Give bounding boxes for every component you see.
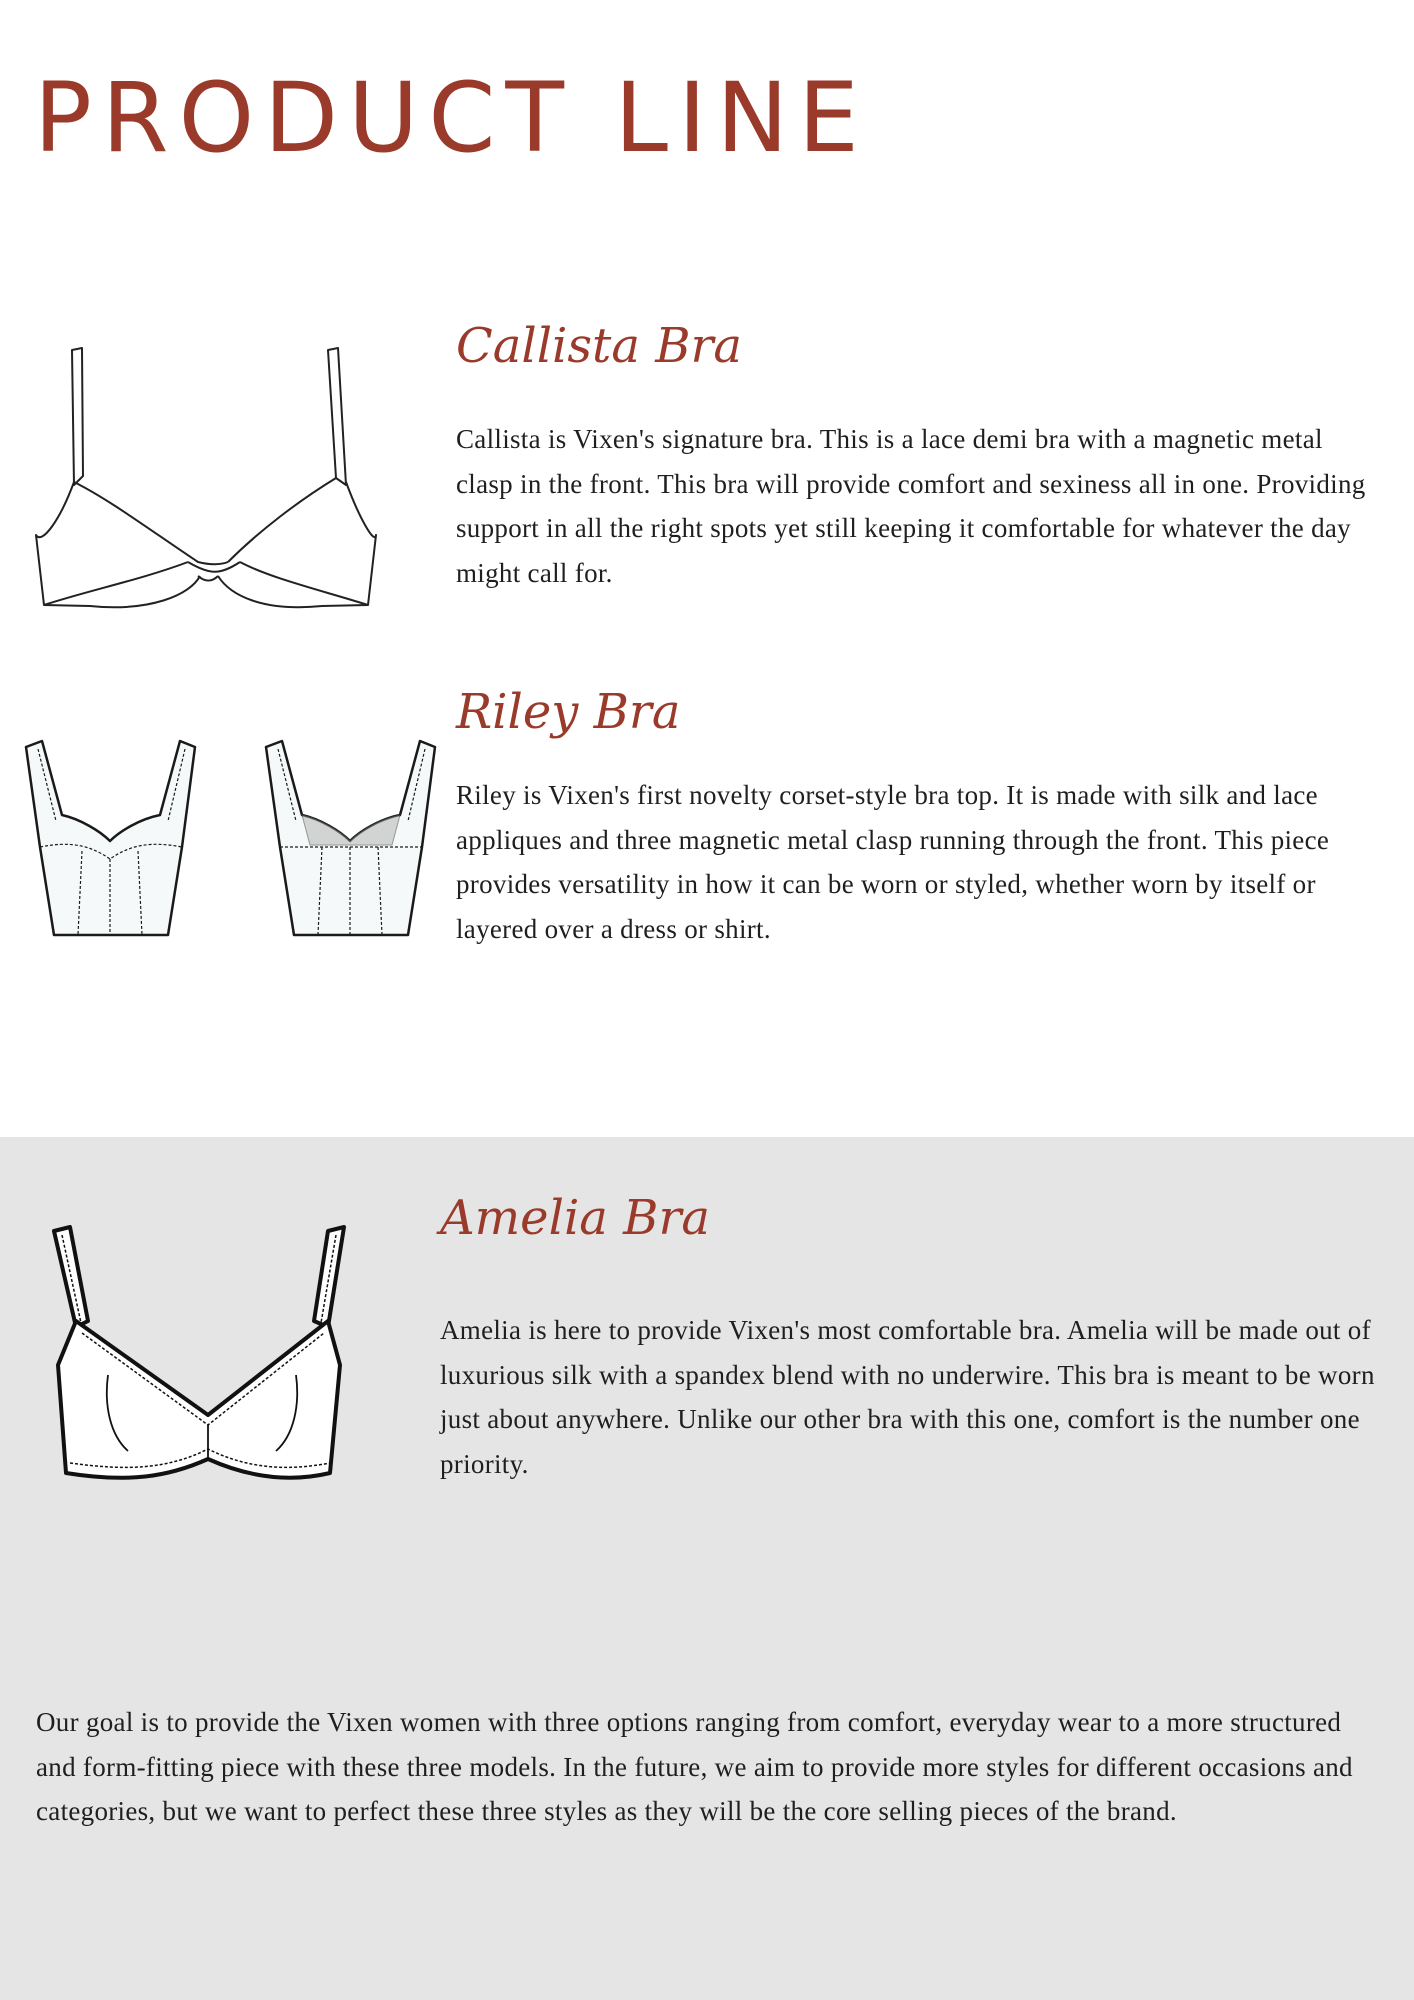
product-description-amelia: Amelia is here to provide Vixen's most comfortable bra. Amelia will be made out of luxurious silk with a spandex blend with no underwire. This bra is meant to be worn just about anywhere. Unlike our other bra with this one, comfort is the number one priority. <box>440 1315 1375 1479</box>
product-description-riley: Riley is Vixen's first novelty corset-style bra top. It is made with silk and lace appliques and three magnetic metal clasp running through the front. This piece provides versatility in how it can be worn or styled, whether worn by itself or layered over a dress or shirt. <box>456 780 1330 944</box>
wireless-triangle-bra-icon <box>48 1225 358 1495</box>
product-name-amelia: Amelia Bra <box>440 1190 710 1246</box>
underwire-demi-bra-icon <box>30 340 380 620</box>
product-name-callista: Callista Bra <box>456 318 743 374</box>
gray-section <box>0 1137 1414 2000</box>
product-name-riley: Riley Bra <box>456 684 681 740</box>
page-title: PRODUCT LINE <box>34 62 869 174</box>
closing-statement: Our goal is to provide the Vixen women with three options ranging from comfort, everyday wear to a more structured and form-fitting piece with these three models. In the future, we aim to provide more styles for different occasions and categories, but we want to perfect these three styles as they will be the core selling pieces of the brand. <box>36 1707 1353 1826</box>
corset-bra-top-icon <box>20 735 440 945</box>
product-description-callista: Callista is Vixen's signature bra. This is a lace demi bra with a magnetic metal clasp in the front. This bra will provide comfort and sexiness all in one. Providing support in all the right spots yet still keeping it comfortable for whatever the day might call for. <box>456 424 1366 588</box>
